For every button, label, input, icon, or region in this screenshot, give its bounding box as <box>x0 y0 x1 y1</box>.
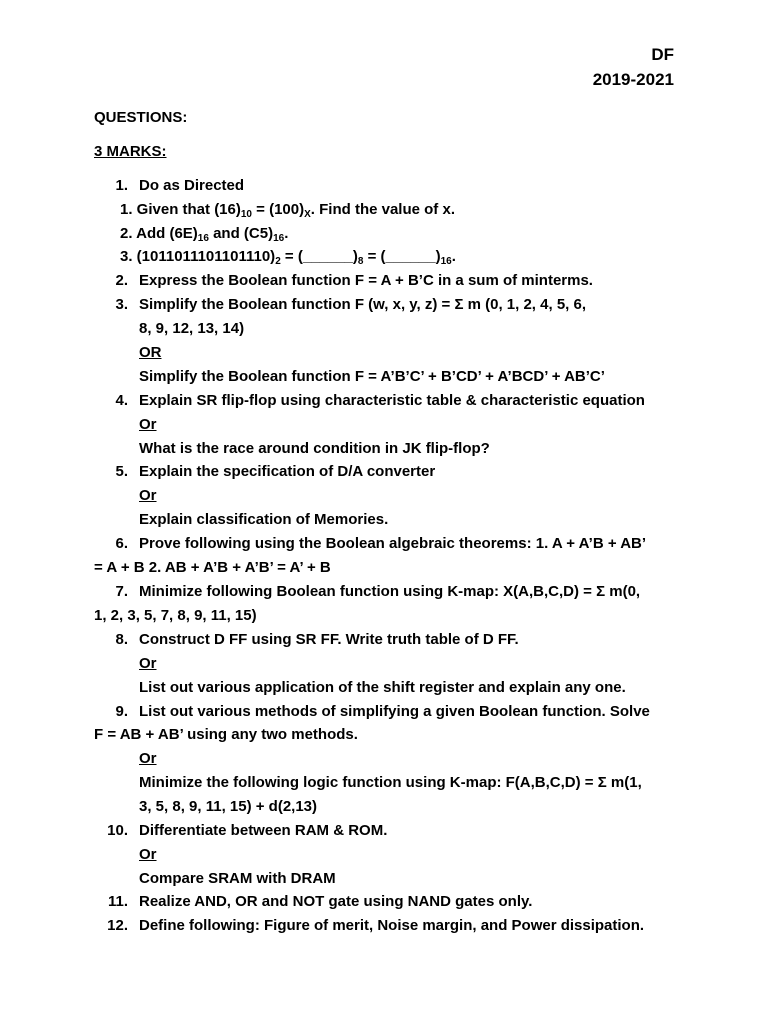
q6-line2: = A + B 2. AB + A’B + A’B’ = A’ + B <box>94 559 331 576</box>
q3-line3: Simplify the Boolean function F = A’B’C’ + B’CD’ + A’BCD’ + AB’C’ <box>139 368 605 385</box>
q3-number: 3. <box>115 296 128 313</box>
q1-sub3 <box>120 248 456 266</box>
q4-or: Or <box>139 416 157 433</box>
document-years: 2019-2021 <box>592 70 674 89</box>
q1-number: 1. <box>115 177 128 194</box>
q3-line2: 8, 9, 12, 13, 14) <box>139 320 245 337</box>
q5-number: 5. <box>115 463 128 480</box>
q1-sub2-sub2: 16 <box>273 233 285 244</box>
q1-sub2 <box>120 225 288 243</box>
q1-sub3-sub1: 2 <box>275 256 281 267</box>
q10-number: 10. <box>107 822 128 839</box>
q1-sub1 <box>120 201 455 219</box>
q1-sub2-post: . <box>284 225 289 242</box>
section-title: QUESTIONS: <box>94 109 188 126</box>
q1-sub1-sub1: 10 <box>240 209 252 220</box>
q1-sub3-mid2: = (______) <box>363 248 441 265</box>
q3-or: OR <box>139 344 162 361</box>
q12-number: 12. <box>107 917 128 934</box>
q4-number: 4. <box>115 392 128 409</box>
q10-line1: Differentiate between RAM & ROM. <box>139 822 388 839</box>
q1-sub3-sub3: 16 <box>440 256 452 267</box>
marks-heading: 3 MARKS: <box>94 143 167 160</box>
q2-text: Express the Boolean function F = A + B’C in a sum of minterms. <box>139 272 593 289</box>
q7-line2: 1, 2, 3, 5, 7, 8, 9, 11, 15) <box>94 607 257 624</box>
q3-line1: Simplify the Boolean function F (w, x, y, z) = Σ m (0, 1, 2, 4, 5, 6, <box>139 296 587 313</box>
q1-sub3-sub2: 8 <box>357 256 364 267</box>
q1-sub3-post: . <box>451 248 456 265</box>
q8-number: 8. <box>115 631 128 648</box>
q1-sub2-sub1: 16 <box>197 233 209 244</box>
q8-line2: List out various application of the shift register and explain any one. <box>139 679 626 696</box>
q1-sub1-post: . Find the value of x. <box>310 201 455 218</box>
q10-or: Or <box>139 846 157 863</box>
q9-line1: List out various methods of simplifying a given Boolean function. Solve <box>139 703 650 720</box>
q8-or: Or <box>139 655 157 672</box>
q4-line1: Explain SR flip-flop using characteristic table & characteristic equation <box>139 392 645 409</box>
q1-sub3-mid1: = (______) <box>280 248 358 265</box>
document-code: DF <box>651 45 674 64</box>
q1-sub1-mid: = (100) <box>252 201 305 218</box>
q6-line1: Prove following using the Boolean algebraic theorems: 1. A + A’B + AB’ <box>139 535 647 552</box>
q6-number: 6. <box>115 535 128 552</box>
q7-number: 7. <box>115 583 128 600</box>
q7-line1: Minimize following Boolean function using K-map: X(A,B,C,D) = Σ m(0, <box>139 583 641 600</box>
q2-number: 2. <box>115 272 128 289</box>
q9-or: Or <box>139 750 157 767</box>
q5-line1: Explain the specification of D/A converter <box>139 463 436 480</box>
q9-line4: 3, 5, 8, 9, 11, 15) + d(2,13) <box>139 798 318 815</box>
q1-title: Do as Directed <box>139 177 245 194</box>
q11-number: 11. <box>107 893 128 910</box>
q9-line3: Minimize the following logic function using K-map: F(A,B,C,D) = Σ m(1, <box>139 774 642 791</box>
q1-sub1-pre: 1. Given that (16) <box>120 201 241 218</box>
q1-sub2-mid: and (C5) <box>208 225 274 242</box>
q10-line2: Compare SRAM with DRAM <box>139 870 336 887</box>
q12-text: Define following: Figure of merit, Noise margin, and Power dissipation. <box>139 917 645 934</box>
q9-line2: F = AB + AB’ using any two methods. <box>94 726 358 743</box>
q9-number: 9. <box>115 703 128 720</box>
q1-sub1-sub2: X <box>304 209 311 220</box>
q8-line1: Construct D FF using SR FF. Write truth table of D FF. <box>139 631 519 648</box>
q1-sub2-pre: 2. Add (6E) <box>120 225 198 242</box>
q4-line2: What is the race around condition in JK flip-flop? <box>139 440 490 457</box>
q1-sub3-pre: 3. (1011011101101110) <box>120 248 276 265</box>
q11-text: Realize AND, OR and NOT gate using NAND gates only. <box>139 893 533 910</box>
q5-or: Or <box>139 487 157 504</box>
q5-line2: Explain classification of Memories. <box>139 511 389 528</box>
